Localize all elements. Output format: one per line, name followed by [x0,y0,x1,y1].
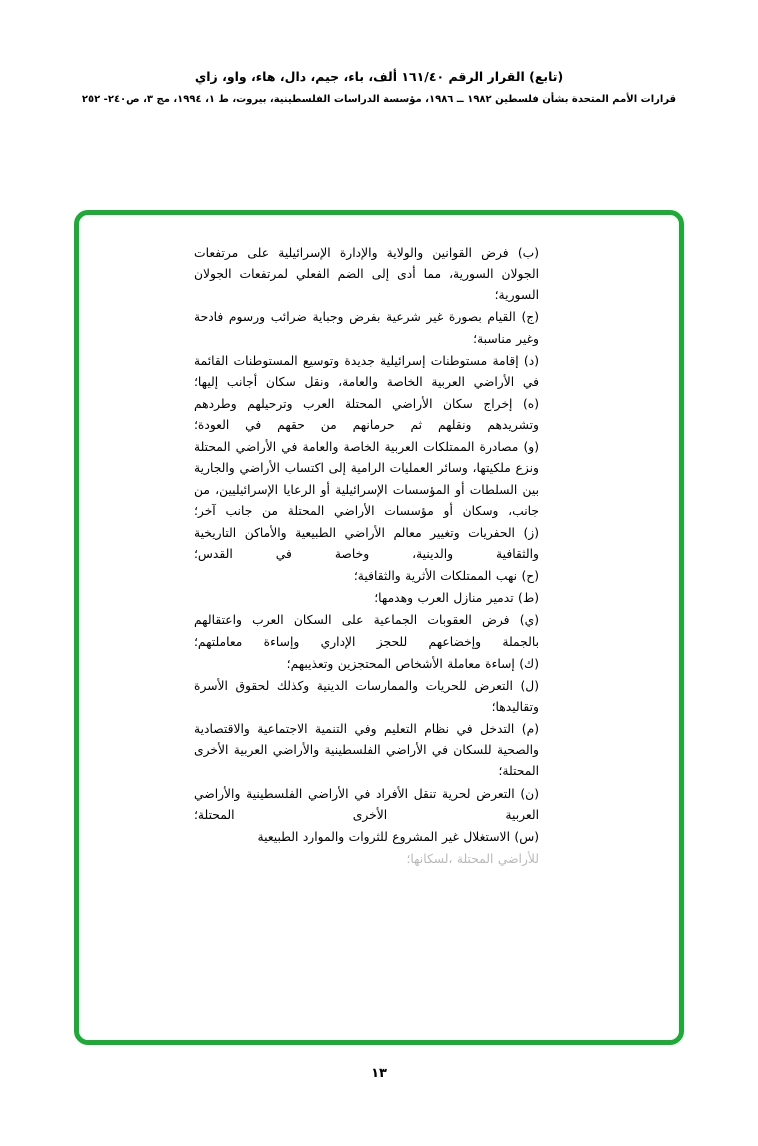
document-page [0,68,758,1146]
paragraph: (ل) التعرض للحريات والممارسات الدينية وكذلك لحقوق الأسرة وتقاليدها؛ [194,678,539,714]
paragraph: (ط) تدمير منازل العرب وهدمها؛ [374,591,539,606]
paragraph: (و) مصادرة الممتلكات العربية الخاصة والعامة في الأراضي المحتلة ونزع ملكيتها، وسائر العمليات الرامية إلى اكتساب الأراضي والجارية بين السلطات أو المؤسسات الإسرائيلية أو الرعايا الإسرائيليين، من جانب، وسكان أو مؤسسات الأراضي المحتلة من جانب آخر؛ [194,440,539,518]
paragraph: (د) إقامة مستوطنات إسرائيلية جديدة وتوسيع المستوطنات القائمة في الأراضي العربية الخاصة والعامة، ونقل سكان أجانب إليها؛ [194,353,539,389]
paragraph: للأراضي المحتلة ،لسكانها؛ [406,851,539,866]
paragraph: (م) التدخل في نظام التعليم وفي التنمية الاجتماعية والاقتصادية والصحية للسكان في الأراضي الفلسطينية والأراضي العربية الأخرى المحتلة؛ [194,722,539,779]
paragraph: (ح) نهب الممتلكات الأثرية والثقافية؛ [353,569,539,584]
paragraph: (ب) فرض القوانين والولاية والإدارة الإسرائيلية على مرتفعات الجولان السورية، مما أدى إلى الضم الفعلي لمرتفعات الجولان السورية؛ [194,246,539,303]
paragraph: (ي) فرض العقوبات الجماعية على السكان العرب واعتقالهم بالجملة وإخضاعهم للحجز الإداري وإساءة معاملتهم؛ [194,613,539,649]
header-subtitle: قرارات الأمم المتحدة بشأن فلسطين ١٩٨٢ ــ ١٩٨٦، مؤسسة الدراسات الفلسطينية، بيروت، ط ١، ١٩٩٤، مج ٣، ص٢٤٠- ٢٥٢ [81,93,677,105]
page-number: ١٣ [371,1066,387,1081]
document-body [194,243,539,871]
paragraph: (ز) الحفريات وتغيير معالم الأراضي الطبيعية والأماكن التاريخية والثقافية والدينية، وخاصة في القدس؛ [194,525,539,561]
paragraph: (ج) القيام بصورة غير شرعية بفرض وجباية ضرائب ورسوم فادحة وغير مناسبة؛ [194,310,539,346]
paragraph: (س) الاستغلال غير المشروع للثروات والموارد الطبيعية [257,829,539,844]
green-border-frame [74,210,684,1045]
header-title: (تابع) القرار الرقم ١٦١/٤٠ ألف، باء، جيم، دال، هاء، واو، زاي [194,69,564,84]
paragraph: (ك) إساءة معاملة الأشخاص المحتجزين وتعذيبهم؛ [286,656,539,671]
paragraph: (ن) التعرض لحرية تنقل الأفراد في الأراضي الفلسطينية والأراضي العربية الأخرى المحتلة؛ [194,786,539,822]
page-header [0,68,758,107]
paragraph: (ه) إخراج سكان الأراضي المحتلة العرب وترحيلهم وطردهم وتشريدهم ونقلهم ثم حرمانهم من حقهم في العودة؛ [194,396,539,433]
